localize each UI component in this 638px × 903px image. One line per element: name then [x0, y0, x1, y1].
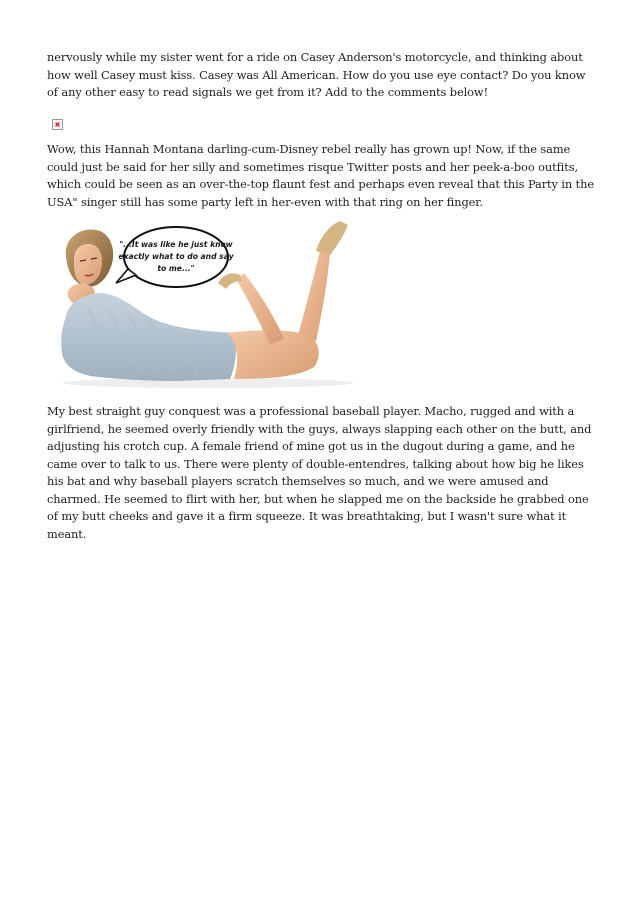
speech-bubble-line-1: "...It was like he just knew	[119, 240, 233, 249]
paragraph-intro: nervously while my sister went for a ride on Casey Anderson's motorcycle, and thinking about how well Casey must kiss. Casey was All American. How do you use eye contact? Do you know of any other easy to read signals we get from it? Add to the comments below!	[47, 50, 586, 99]
speech-bubble-line-2: exactly what to do and say	[118, 252, 234, 261]
photo-woman-lying	[58, 217, 358, 389]
paragraph-baseball: My best straight guy conquest was a professional baseball player. Macho, rugged and with a girlfriend, he seemed overly friendly with the guys, always slapping each other on the butt, and adjusting his crotch cup. A female friend of mine got us in the dugout during a game, and he came over to talk to us. There were plenty of double-entendres, talking about how big he likes his bat and why baseball players scratch themselves so much, and we were amused and charmed. He seemed to flirt with her, but when he slapped me on the backside he grabbed one of my butt cheeks and gave it a firm squeeze. It was breathtaking, but I wasn't sure what it meant.	[47, 404, 592, 541]
speech-bubble-line-3: to me..."	[157, 264, 195, 273]
broken-image-icon	[52, 119, 63, 130]
paragraph-hannah: Wow, this Hannah Montana darling-cum-Disney rebel really has grown up! Now, if the same could just be said for her silly and sometimes risque Twitter posts and her peek-a-boo outfits, which could be seen as an over-the-top flaunt fest and perhaps even reveal that this Party in the USA" singer still has some party left in her-even with that ring on her finger.	[47, 142, 595, 209]
